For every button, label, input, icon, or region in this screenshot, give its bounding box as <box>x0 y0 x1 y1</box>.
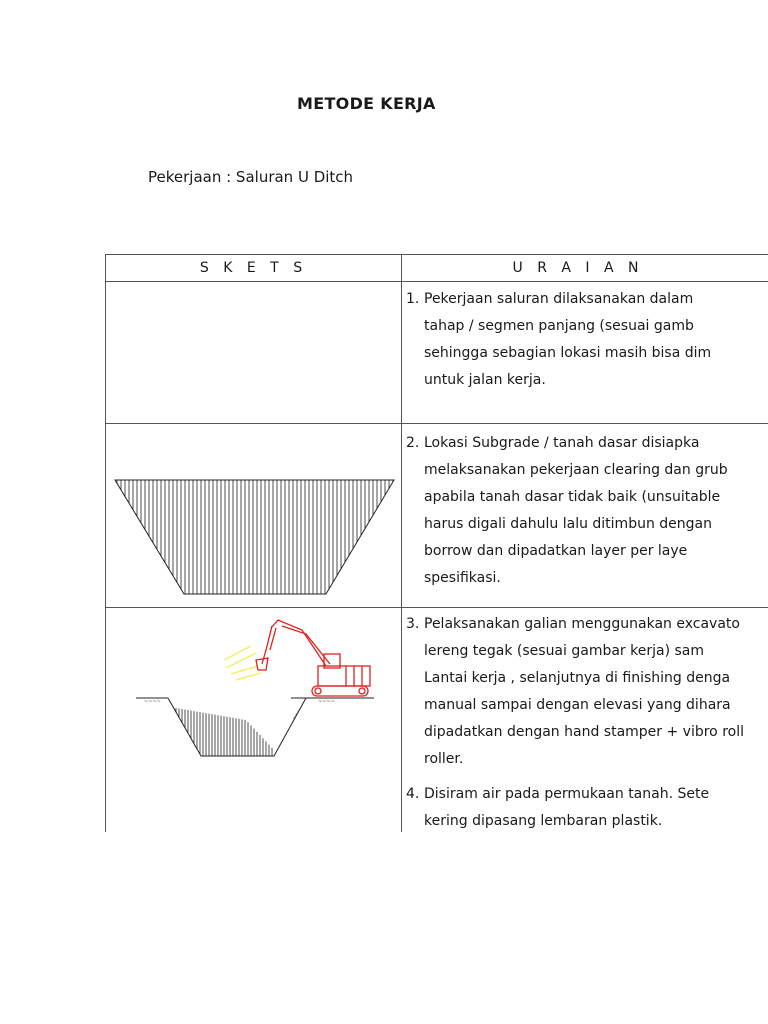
hatch-pattern <box>117 480 393 594</box>
item-text <box>424 781 768 832</box>
text-line: manual sampai dengan elevasi yang dihara <box>424 697 731 713</box>
text-line: sehingga sebagian lokasi masih bisa dim <box>424 345 712 361</box>
item-text <box>424 611 768 773</box>
text-line: kering dipasang lembaran plastik. <box>424 813 663 829</box>
text-line: Disiram air pada permukaan tanah. Sete <box>424 786 710 802</box>
trapezoid-fill-sketch <box>106 424 401 607</box>
header-sketch: S K E T S <box>106 255 402 282</box>
text-line: Pekerjaan saluran dilaksanakan dalam <box>424 291 694 307</box>
trench-outline <box>168 698 306 756</box>
text-line: roller. <box>424 751 464 767</box>
sketch-cell-empty <box>106 282 402 424</box>
description-cell <box>402 282 768 424</box>
table-row <box>106 282 768 424</box>
item-text <box>424 286 768 394</box>
header-description: U R A I A N <box>402 255 768 282</box>
excavation-hatch <box>176 708 272 756</box>
table-row <box>106 608 768 833</box>
text-line: Lokasi Subgrade / tanah dasar disiapka <box>424 435 700 451</box>
text-line: apabila tanah dasar tidak baik (unsuitable <box>424 489 721 505</box>
digging-highlight <box>224 646 261 680</box>
sketch-cell-excavation <box>106 608 402 833</box>
text-line: untuk jalan kerja. <box>424 372 546 388</box>
ground-label-right: ~~~~ <box>318 699 335 705</box>
list-item <box>406 286 768 394</box>
excavator-icon <box>256 620 370 696</box>
text-line: Lantai kerja , selanjutnya di finishing denga <box>424 670 731 686</box>
text-line: dipadatkan dengan hand stamper + vibro roll <box>424 724 744 740</box>
text-line: Pelaksanakan galian menggunakan excavato <box>424 616 740 632</box>
ground-label-left: ~~~~ <box>144 699 161 705</box>
text-line: harus digali dahulu lalu ditimbun dengan <box>424 516 712 532</box>
slope-label: ~~~~ <box>290 703 306 722</box>
text-line: melaksanakan pekerjaan clearing dan grub <box>424 462 728 478</box>
description-cell <box>402 608 768 833</box>
item-number: 4. <box>406 786 420 802</box>
sketch-cell-trapezoid <box>106 424 402 608</box>
list-item <box>406 611 768 773</box>
list-item <box>406 781 768 832</box>
item-number: 2. <box>406 435 420 451</box>
excavation-sketch <box>106 608 401 831</box>
text-line: tahap / segmen panjang (sesuai gamb <box>424 318 694 334</box>
description-cell <box>402 424 768 608</box>
text-line: spesifikasi. <box>424 570 501 586</box>
work-subject: Pekerjaan : Saluran U Ditch <box>148 168 354 186</box>
item-number: 1. <box>406 291 420 307</box>
document-title: METODE KERJA <box>297 94 436 113</box>
item-number: 3. <box>406 616 420 632</box>
text-line: lereng tegak (sesuai gambar kerja) sam <box>424 643 704 659</box>
table-row <box>106 424 768 608</box>
item-text <box>424 430 768 592</box>
text-line: borrow dan dipadatkan layer per laye <box>424 543 688 559</box>
method-table <box>105 254 768 832</box>
list-item <box>406 430 768 592</box>
